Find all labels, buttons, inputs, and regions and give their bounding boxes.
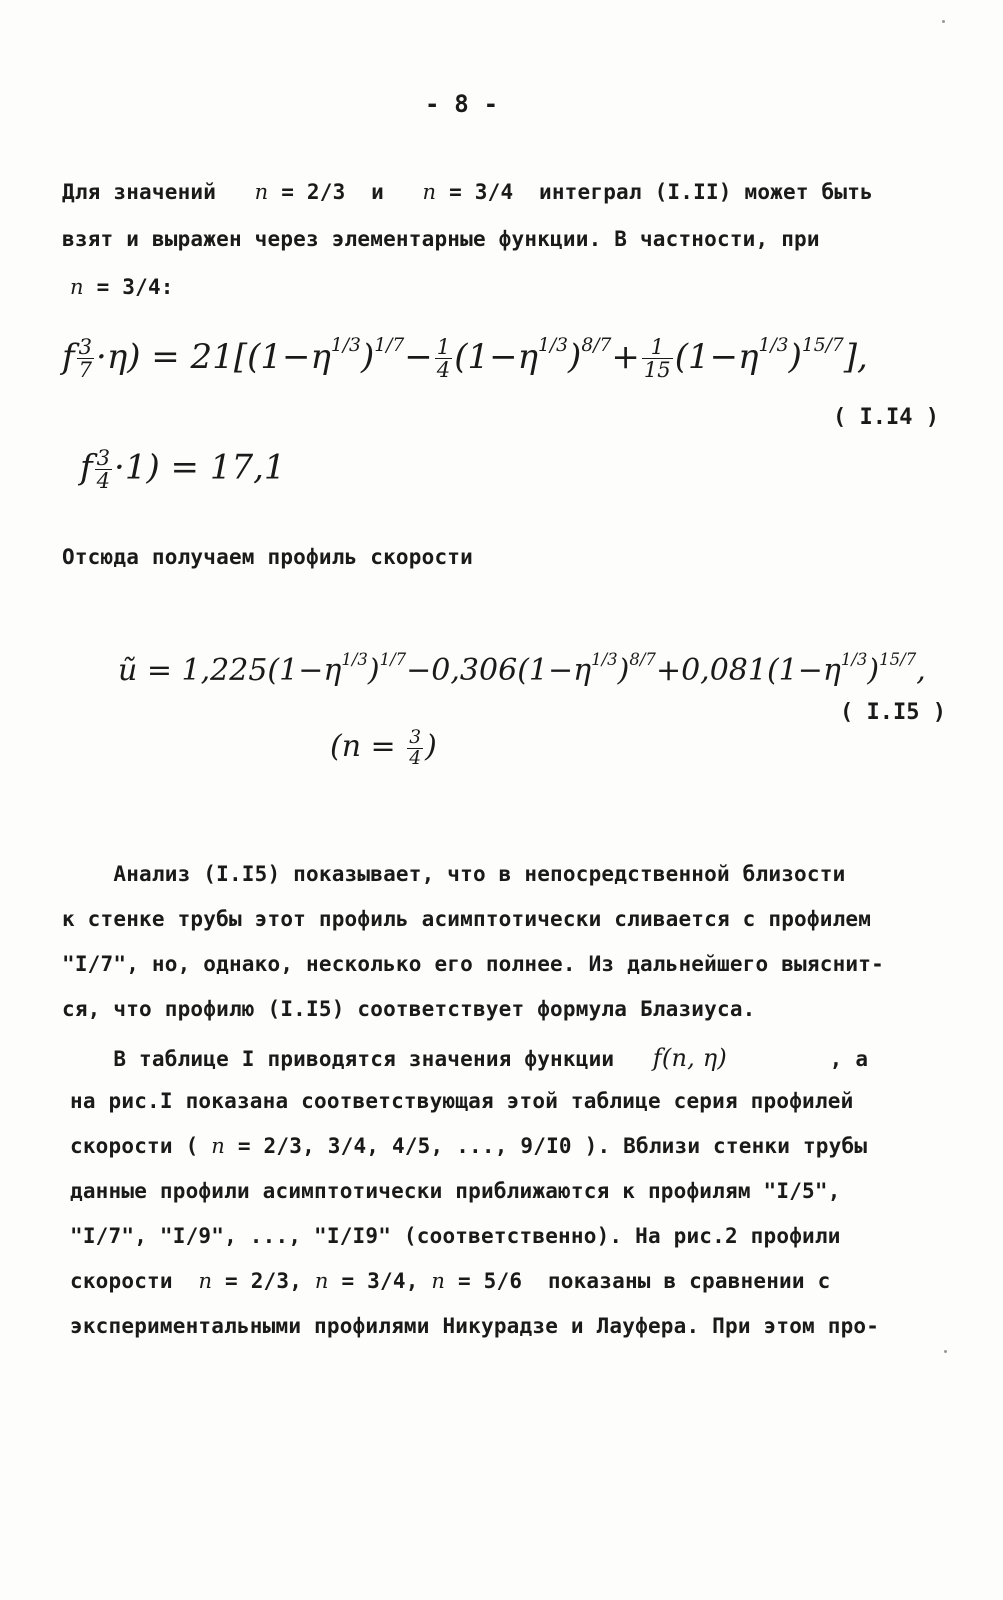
para4-text-f: = 2/3, <box>212 1269 303 1293</box>
para3-line1: Анализ (I.I5) показывает, что в непосредственной близости <box>62 862 846 886</box>
equation-i14-line2: f $\frac{3}{4}$ ·1) = 17,1 <box>80 445 286 494</box>
symbol-n: n <box>211 1134 226 1158</box>
equation-i14-line1 <box>62 335 868 381</box>
page-number: - 8 - <box>425 90 499 118</box>
para4-text-b: , а <box>829 1047 869 1071</box>
para2-line: Отсюда получаем профиль скорости <box>62 545 473 569</box>
scan-speck <box>944 1350 947 1353</box>
para4-text-e: скорости <box>70 1269 173 1293</box>
para4-line1 <box>62 1044 868 1072</box>
symbol-n: n <box>198 1269 213 1293</box>
function-f-n-eta: f(n, η) <box>652 1044 727 1072</box>
para3-line4: ся, что профилю (I.I5) соответствует формула Блазиуса. <box>62 997 756 1021</box>
symbol-n: n <box>422 180 437 204</box>
equation-i15-label: ( I.I5 ) <box>840 700 946 725</box>
para4-text-c: скорости ( <box>70 1134 199 1158</box>
equation-i14-label: ( I.I4 ) <box>833 405 939 430</box>
symbol-n: n <box>254 180 269 204</box>
para1-line1 <box>62 180 873 204</box>
para4-line5: "I/7", "I/9", ..., "I/I9" (соответственно). На рис.2 профили <box>70 1224 841 1248</box>
equation-i14-formula: f $\frac{3}{7}$ $\cdot\eta) = 21[(1-\eta^{1/3})^{1/7}-$ $\frac{1}{4}$ $(1-\eta^{1/3})^{8/7}+$ $\frac{1}{15}$ $(1-\eta^{1/3})^{15/7}$], <box>62 334 868 383</box>
equation-i15-line1: ũ = $1,225(1-\eta^{1/3})^{1/7}-0,306(1-\eta^{1/3})^{8/7}+0,081(1-\eta^{1/3})^{15/7}$, <box>118 650 926 688</box>
para1-line2: взят и выражен через элементарные функции. В частности, при <box>62 227 820 251</box>
para4-line6 <box>70 1269 830 1293</box>
para4-line2: на рис.I показана соответствующая этой таблице серия профилей <box>70 1089 854 1113</box>
symbol-n: n <box>314 1269 329 1293</box>
para1-line3 <box>70 275 174 299</box>
para3-line3: "I/7", но, однако, несколько его полнее. Из дальнейшего выяснит- <box>62 952 884 976</box>
para1-text-b: = 2/3 и <box>268 180 384 204</box>
para1-text-d: = 3/4: <box>83 275 174 299</box>
para3-line2: к стенке трубы этот профиль асимптотически сливается с профилем <box>62 907 872 931</box>
para1-text-c: = 3/4 интеграл (I.II) может быть <box>436 180 873 204</box>
para4-text-d: = 2/3, 3/4, 4/5, ..., 9/I0 ). Вблизи стенки трубы <box>225 1134 868 1158</box>
para4-line4: данные профили асимптотически приближаются к профилям "I/5", <box>70 1179 841 1203</box>
para4-line7: экспериментальными профилями Никурадзе и Лауфера. При этом про- <box>70 1314 880 1338</box>
para4-text-a: В таблице I приводятся значения функции <box>62 1047 615 1071</box>
equation-i15-line2: (n = $\frac{3}{4}$ ) <box>330 727 437 769</box>
symbol-n: n <box>70 275 84 299</box>
para4-line3 <box>70 1134 867 1158</box>
scan-speck <box>942 20 945 23</box>
para4-text-h: = 5/6 показаны в сравнении с <box>445 1269 831 1293</box>
para4-text-g: = 3/4, <box>328 1269 419 1293</box>
para1-text-a: Для значений <box>62 180 217 204</box>
symbol-n: n <box>431 1269 446 1293</box>
